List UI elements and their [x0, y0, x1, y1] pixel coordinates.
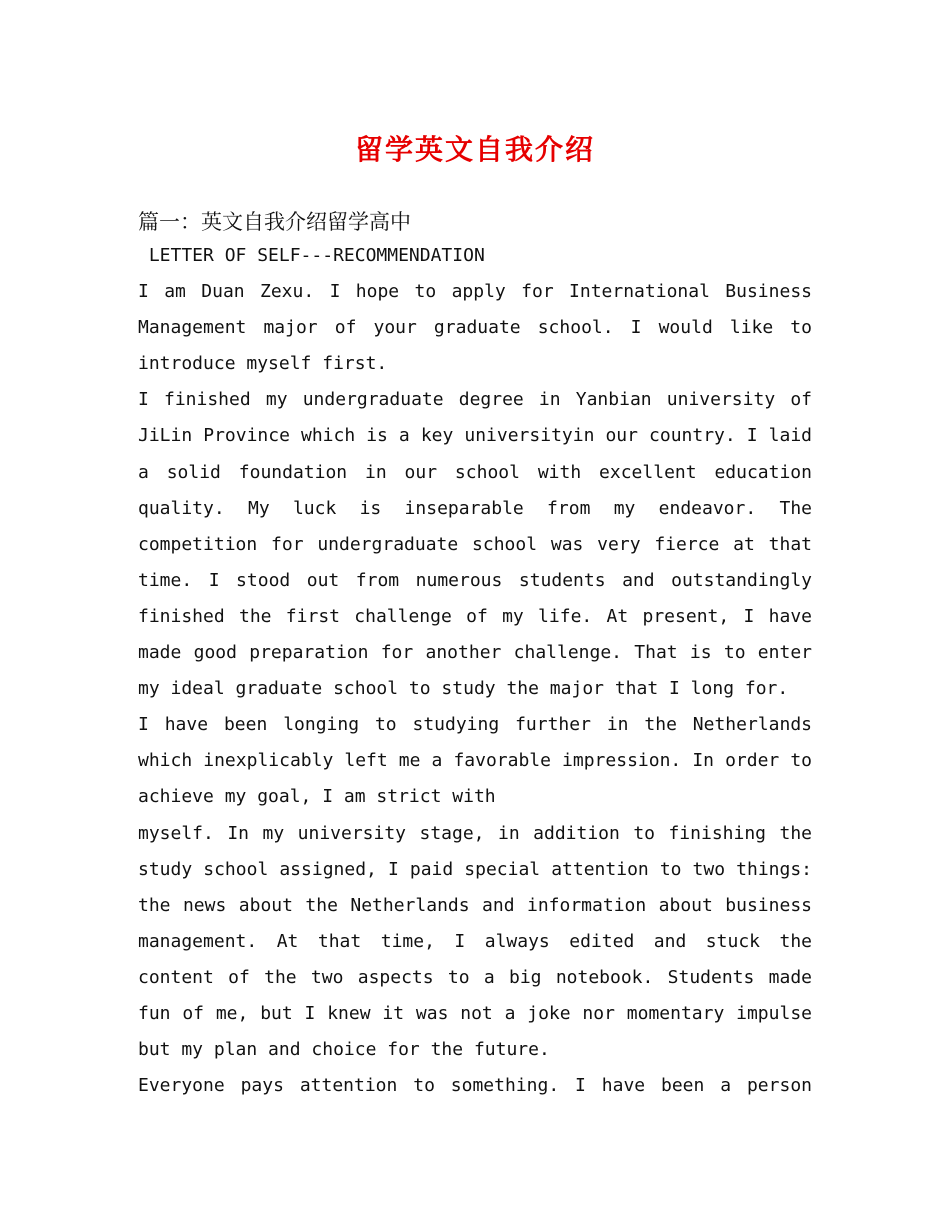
section-heading: 篇一：英文自我介绍留学高中 — [138, 210, 411, 234]
body-line: management. At that time, I always edited and stuck the — [138, 930, 812, 952]
body-line: time. I stood out from numerous students and outstandingly — [138, 569, 812, 591]
body-line: study school assigned, I paid special attention to two things: — [138, 858, 812, 880]
body-line: I finished my undergraduate degree in Yanbian university of — [138, 389, 812, 411]
body-line: which inexplicably left me a favorable impression. In order to — [138, 750, 812, 772]
body-line: but my plan and choice for the future. — [138, 1039, 550, 1061]
body-line: achieve my goal, I am strict with — [138, 786, 496, 808]
body-line: competition for undergraduate school was very fierce at that — [138, 533, 812, 555]
body-line: myself. In my university stage, in addition to finishing the — [138, 822, 812, 844]
body-line: fun of me, but I knew it was not a joke nor momentary impulse — [138, 1002, 812, 1024]
body-line: Everyone pays attention to something. I have been a person — [138, 1075, 812, 1097]
body-line: introduce myself first. — [138, 353, 388, 375]
body-line: finished the first challenge of my life. At present, I have — [138, 605, 812, 627]
body-line: content of the two aspects to a big notebook. Students made — [138, 966, 812, 988]
body-line: I have been longing to studying further in the Netherlands — [138, 714, 812, 736]
body-line: the news about the Netherlands and information about business — [138, 894, 812, 916]
body-line: made good preparation for another challenge. That is to enter — [138, 642, 812, 664]
body-line: JiLin Province which is a key universityin our country. I laid — [138, 425, 812, 447]
body-line: a solid foundation in our school with excellent education — [138, 461, 812, 483]
body-line: quality. My luck is inseparable from my endeavor. The — [138, 497, 812, 519]
body-text — [138, 238, 812, 1104]
body-line: my ideal graduate school to study the major that I long for. — [138, 678, 789, 700]
body-line: LETTER OF SELF---RECOMMENDATION — [138, 245, 485, 266]
document-title: 留学英文自我介绍 — [354, 133, 595, 166]
body-line: Management major of your graduate school. I would like to — [138, 317, 812, 339]
body-line: I am Duan Zexu. I hope to apply for International Business — [138, 281, 812, 303]
